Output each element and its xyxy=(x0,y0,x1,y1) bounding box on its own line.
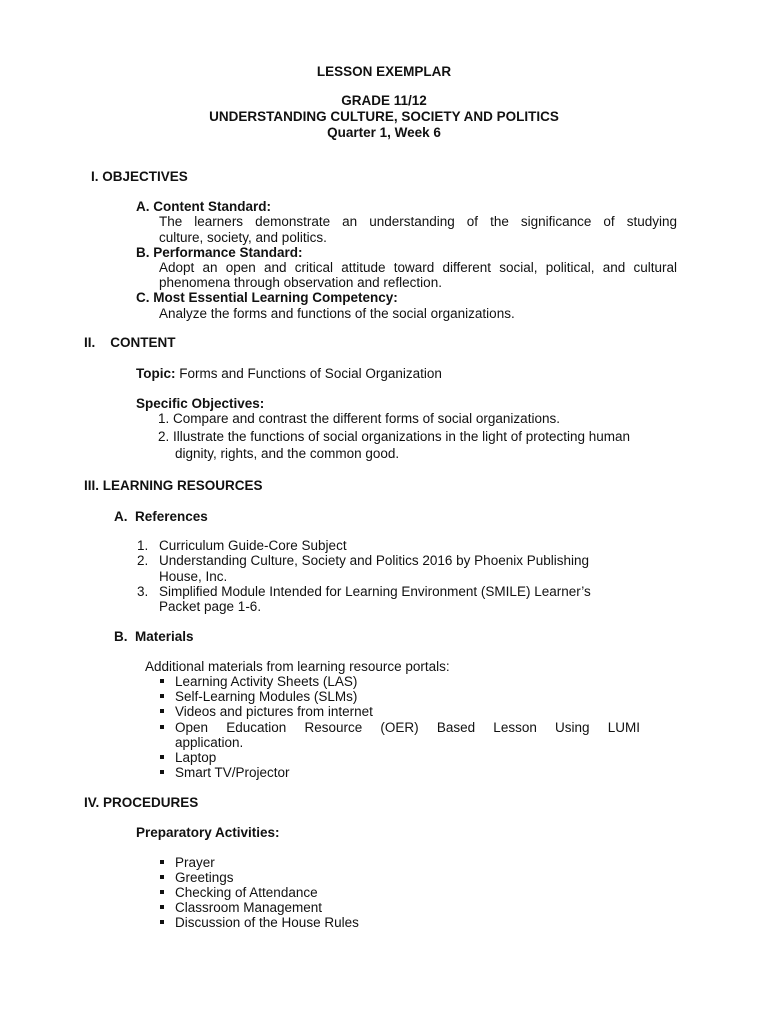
activity-item: Greetings xyxy=(160,870,234,886)
reference-item: Packet page 1-6. xyxy=(159,599,262,614)
procedures-heading: IV. PROCEDURES xyxy=(84,795,199,810)
specific-objective-item: 1. Compare and contrast the different forms of social organizations. xyxy=(158,411,560,426)
topic xyxy=(136,366,442,382)
reference-number: 2. xyxy=(137,553,149,568)
bullet-square-icon xyxy=(160,920,164,924)
bullet-square-icon xyxy=(160,875,164,879)
content-heading: II. CONTENT xyxy=(84,335,176,350)
materials-intro: Additional materials from learning resource portals: xyxy=(145,659,450,674)
competency-text: Analyze the forms and functions of the social organizations. xyxy=(159,306,515,321)
activity-item: Discussion of the House Rules xyxy=(160,915,359,931)
material-item: Learning Activity Sheets (LAS) xyxy=(160,674,357,690)
specific-objectives-label: Specific Objectives: xyxy=(136,396,265,411)
reference-number: 1. xyxy=(137,538,149,553)
performance-standard-text: phenomena through observation and reflection. xyxy=(159,275,442,290)
quarter-week: Quarter 1, Week 6 xyxy=(327,125,441,140)
bullet-square-icon xyxy=(160,709,164,713)
topic-label: Topic: xyxy=(136,366,176,381)
bullet-square-icon xyxy=(160,694,164,698)
reference-item: Curriculum Guide-Core Subject xyxy=(159,538,347,553)
bullet-square-icon xyxy=(160,905,164,909)
reference-item: Understanding Culture, Society and Politics 2016 by Phoenix Publishing xyxy=(159,553,590,568)
learning-resources-heading: III. LEARNING RESOURCES xyxy=(84,478,263,493)
material-item: Self-Learning Modules (SLMs) xyxy=(160,689,357,705)
bullet-square-icon xyxy=(160,860,164,864)
bullet-square-icon xyxy=(160,770,164,774)
material-item xyxy=(160,720,175,736)
bullet-square-icon xyxy=(160,755,164,759)
material-item: Videos and pictures from internet xyxy=(160,704,373,720)
content-standard-text: culture, society, and politics. xyxy=(159,230,327,245)
content-standard-label: A. Content Standard: xyxy=(136,199,271,214)
content-standard-text: The learners demonstrate an understanding of the significance of studying xyxy=(159,214,677,229)
activity-item: Classroom Management xyxy=(160,900,322,916)
activity-item: Checking of Attendance xyxy=(160,885,318,901)
competency-label: C. Most Essential Learning Competency: xyxy=(136,290,398,305)
specific-objective-item: 2. Illustrate the functions of social organizations in the light of protecting human xyxy=(158,429,631,444)
grade-level: GRADE 11/12 xyxy=(341,93,427,108)
specific-objective-item: dignity, rights, and the common good. xyxy=(175,446,400,461)
references-heading: A. References xyxy=(114,509,208,524)
reference-item: Simplified Module Intended for Learning Environment (SMILE) Learner’s xyxy=(159,584,591,599)
subject-title: UNDERSTANDING CULTURE, SOCIETY AND POLITICS xyxy=(209,109,559,124)
bullet-square-icon xyxy=(160,725,164,729)
objectives-heading: I. OBJECTIVES xyxy=(91,169,188,184)
performance-standard-label: B. Performance Standard: xyxy=(136,245,303,260)
materials-heading: B. Materials xyxy=(114,629,194,644)
material-item-text: Open Education Resource (OER) Based Lesson Using LUMI xyxy=(175,720,640,735)
reference-item: House, Inc. xyxy=(159,569,228,584)
performance-standard-text: Adopt an open and critical attitude toward different social, political, and cultural xyxy=(159,260,677,275)
document-title: LESSON EXEMPLAR xyxy=(316,64,452,79)
reference-number: 3. xyxy=(137,584,149,599)
material-item: Laptop xyxy=(160,750,216,766)
topic-value: Forms and Functions of Social Organization xyxy=(175,366,442,381)
material-item: Smart TV/Projector xyxy=(160,765,290,781)
material-item-text: application. xyxy=(175,735,244,750)
activity-item: Prayer xyxy=(160,855,215,871)
bullet-square-icon xyxy=(160,679,164,683)
bullet-square-icon xyxy=(160,890,164,894)
preparatory-activities-label: Preparatory Activities: xyxy=(136,825,280,840)
